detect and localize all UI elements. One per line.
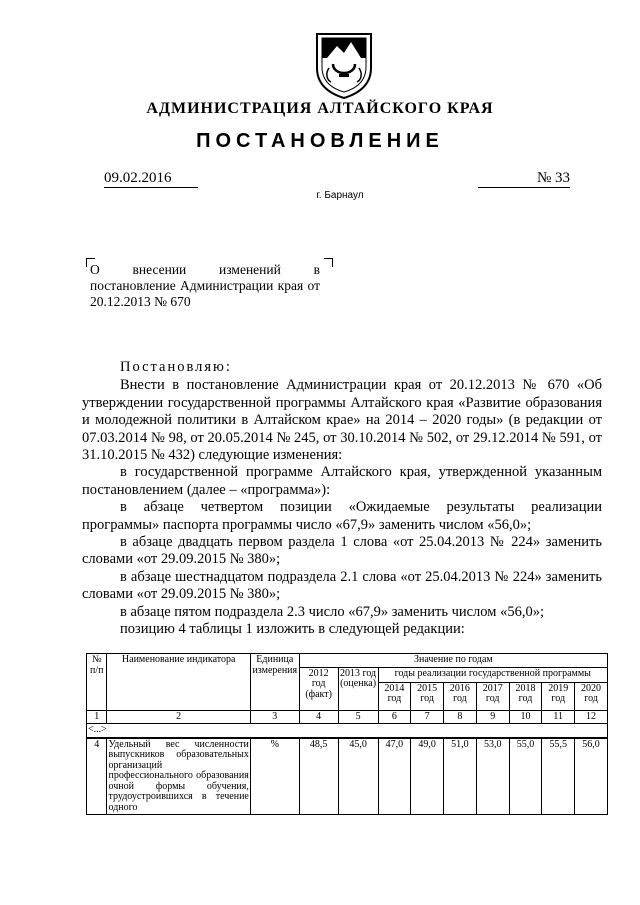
row-indicator-name: Удельный вес численности выпускников образовательных организаций профессионального образования очной формы обучения, трудоустроившихся в течение одного: [108, 738, 249, 813]
column-number: 11: [542, 710, 575, 724]
organization-name: АДМИНИСТРАЦИЯ АЛТАЙСКОГО КРАЯ: [146, 100, 494, 117]
row-value: 53,0: [476, 738, 509, 815]
row-value: 55,0: [509, 738, 542, 815]
row-value: 47,0: [378, 738, 411, 815]
header-num: № п/п: [87, 654, 107, 711]
body-paragraph: в абзаце двадцать первом раздела 1 слова «от 25.04.2013 № 224» заменить словами «от 29.09.2015 № 380»;: [82, 534, 602, 568]
document-subject: О внесении изменений в постановление Администрации края от 20.12.2013 № 670: [90, 262, 320, 309]
document-number: № 33: [478, 170, 570, 188]
document-body: [82, 359, 602, 639]
header-year: 2017 год: [476, 682, 509, 710]
body-paragraph: в абзаце пятом подраздела 2.3 число «67,9» заменить числом «56,0»;: [120, 603, 544, 620]
column-number: 10: [509, 710, 542, 724]
body-paragraph: в государственной программе Алтайского края, утвержденной указанным постановлением (далее – «программа»):: [82, 464, 602, 498]
column-number: 4: [299, 710, 338, 724]
column-number: 2: [107, 710, 250, 724]
column-number: 5: [338, 710, 378, 724]
resolve-heading: Постановляю:: [120, 359, 232, 375]
document-type: ПОСТАНОВЛЕНИЕ: [196, 130, 444, 152]
body-paragraph: Внести в постановление Администрации края от 20.12.2013 № 670 «Об утверждении государственной программы Алтайского края «Развитие образования и молодежной политики в Алтайском крае» на 2014 – 2020 годы» (в редакции от 07.03.2014 № 98, от 20.05.2014 № 245, от 30.10.2014 № 502, от 29.12.2014 № 591, от 31.10.2015 № 432) следующие изменения:: [82, 377, 602, 464]
column-number: 6: [378, 710, 411, 724]
table-row: [87, 738, 608, 815]
column-number: 9: [476, 710, 509, 724]
header-values-by-year: Значение по годам: [299, 654, 607, 668]
row-value: 48,5: [299, 738, 338, 815]
row-value: 55,5: [542, 738, 575, 815]
coat-of-arms-emblem: [313, 28, 375, 100]
body-paragraph: позицию 4 таблицы 1 изложить в следующей редакции:: [120, 621, 465, 638]
header-2012: 2012 год (факт): [299, 667, 338, 710]
body-paragraph: в абзаце шестнадцатом подраздела 2.1 слова «от 25.04.2013 № 224» заменить словами «от 29.09.2015 № 380»;: [82, 568, 602, 603]
row-num: 4: [87, 738, 107, 815]
header-indicator: Наименование индикатора: [107, 654, 250, 711]
header-year: 2019 год: [542, 682, 575, 710]
header-year: 2018 год: [509, 682, 542, 710]
column-number: 7: [411, 710, 444, 724]
column-number: 3: [250, 710, 299, 724]
header-year: 2020 год: [575, 682, 608, 710]
header-year: 2016 год: [444, 682, 477, 710]
header-2013: 2013 год (оценка): [338, 667, 378, 710]
header-unit: Единица измерения: [250, 654, 299, 711]
header-year: 2015 год: [411, 682, 444, 710]
city: г. Барнаул: [316, 190, 364, 201]
row-unit: %: [250, 738, 299, 815]
row-value: 51,0: [444, 738, 477, 815]
header-program-years: годы реализации государственной программы: [378, 667, 607, 682]
indicator-table: [86, 653, 608, 815]
row-value: 56,0: [575, 738, 608, 815]
ellipsis-row: <...>: [87, 724, 608, 738]
body-paragraph: в абзаце четвертом позиции «Ожидаемые результаты реализации программы» паспорта программы число «67,9» заменить числом «56,0»;: [82, 499, 602, 533]
row-value: 45,0: [338, 738, 378, 815]
column-number: 8: [444, 710, 477, 724]
column-number: 1: [87, 710, 107, 724]
column-number: 12: [575, 710, 608, 724]
subject-corner-right: [324, 258, 333, 267]
document-date: 09.02.2016: [104, 170, 198, 188]
header-year: 2014 год: [378, 682, 411, 710]
row-value: 49,0: [411, 738, 444, 815]
